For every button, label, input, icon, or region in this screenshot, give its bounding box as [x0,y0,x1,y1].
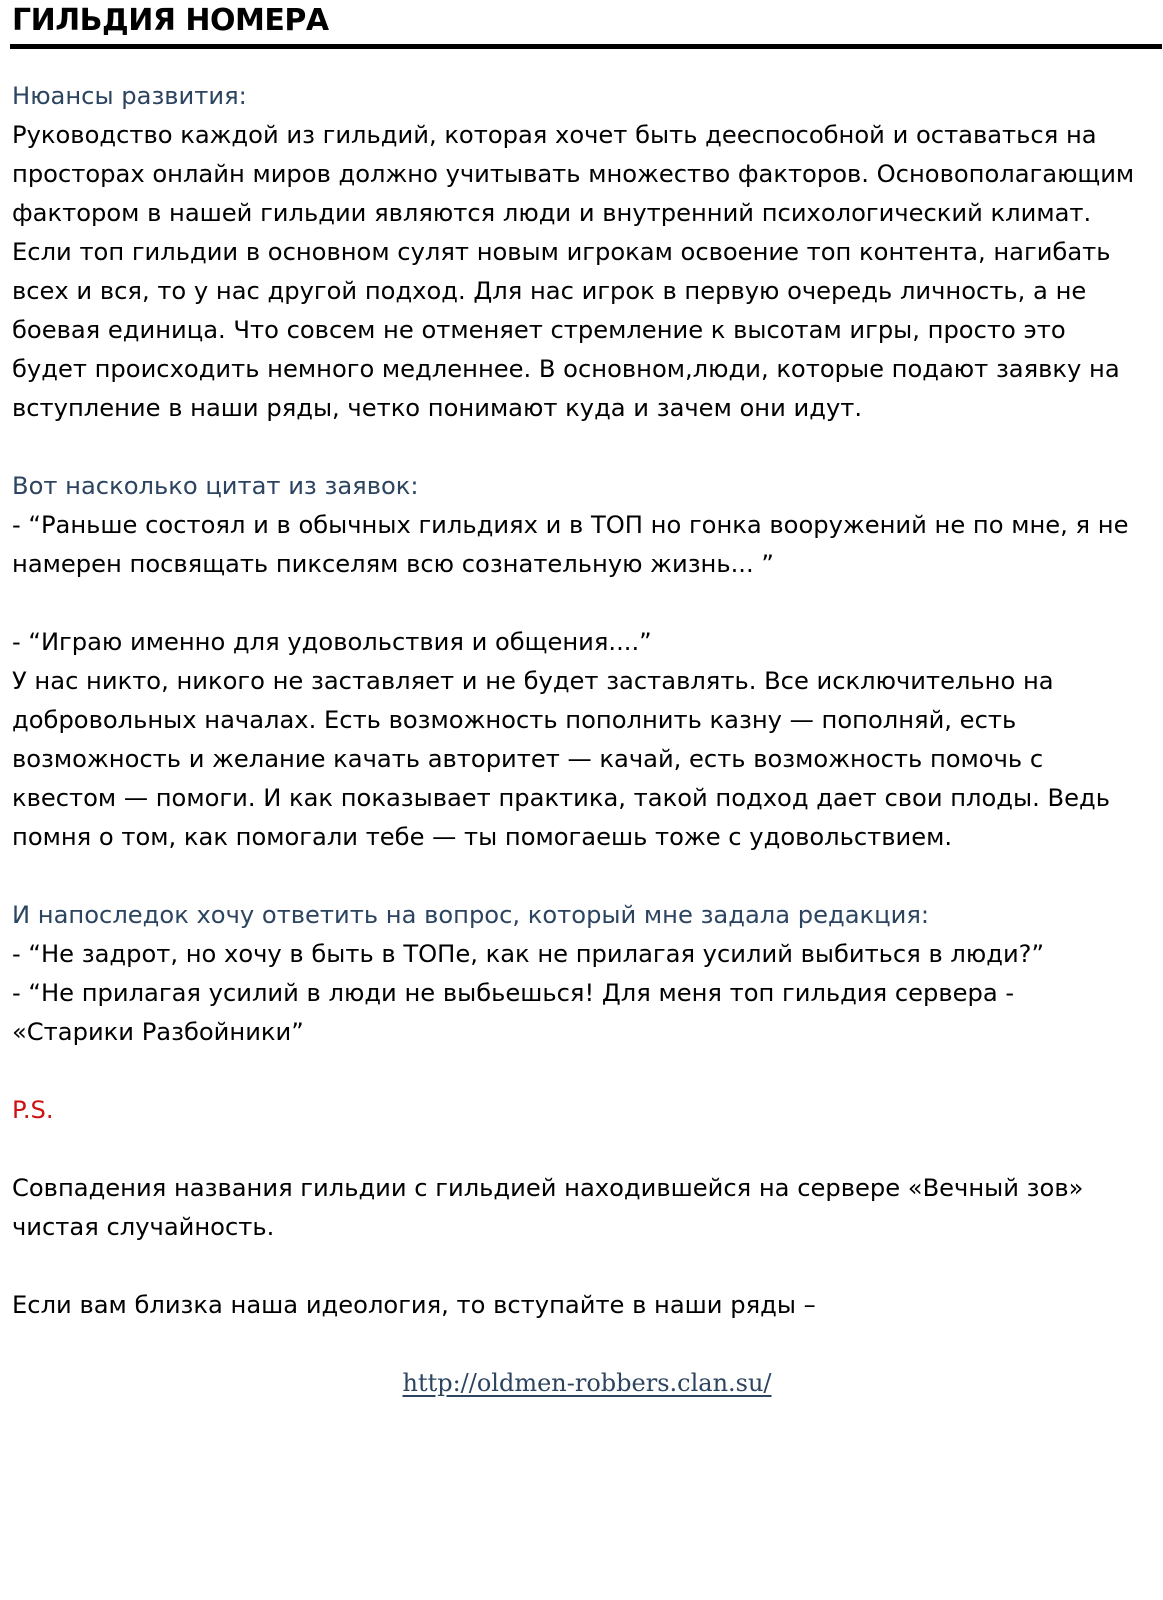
quote-2: - “Играю именно для удовольствия и общения....” [12,628,652,656]
link-container [12,1364,1142,1403]
spacer [12,1325,1142,1364]
section-heading-question: И напоследок хочу ответить на вопрос, который мне задала редакция: [12,901,930,929]
spacer [12,428,1142,467]
page-header [10,2,1150,49]
section-body-development: Руководство каждой из гильдий, которая хочет быть дееспособной и оставаться на просторах онлайн миров должно учитывать множество факторов. Основополагающим фактором в нашей гильдии являются люди и внутренний психологический климат. Если топ гильдии в основном сулят новым игрокам освоение топ контента, нагибать всех и вся, то у нас другой подход. Для нас игрок в первую очередь личность, а не боевая единица. Что совсем не отменяет стремление к высотам игры, просто это будет происходить немного медленнее. В основном,люди, которые подают заявку на вступление в наши ряды, четко понимают куда и зачем они идут. [12,121,1135,422]
quote-1: - “Раньше состоял и в обычных гильдиях и в ТОП но гонка вооружений не по мне, я не намерен посвящать пикселям всю сознательную жизнь... ” [12,511,1129,578]
editor-question: - “Не задрот, но хочу в быть в ТОПе, как не прилагая усилий выбиться в люди?” [12,940,1045,968]
author-answer: - “Не прилагая усилий в люди не выбьешься! Для меня топ гильдия сервера - «Старики Разбойники” [12,979,1015,1046]
spacer [12,1052,1142,1091]
spacer [12,857,1142,896]
section-heading-quotes: Вот насколько цитат из заявок: [12,472,419,500]
section-heading-development: Нюансы развития: [12,82,247,110]
ps-coincidence-text: Совпадения названия гильдии с гильдией находившейся на сервере «Вечный зов» чистая случайность. [12,1174,1084,1241]
article-body [12,77,1142,1403]
page-title: ГИЛЬДИЯ НОМЕРА [12,3,329,38]
spacer [12,1130,1142,1169]
header-divider [10,44,1162,49]
ps-invite-text: Если вам близка наша идеология, то вступайте в наши ряды – [12,1291,816,1319]
spacer [12,1247,1142,1286]
ps-label: P.S. [12,1096,54,1124]
guild-site-link[interactable]: http://oldmen-robbers.clan.su/ [402,1369,772,1397]
spacer [12,584,1142,623]
section-body-voluntary: У нас никто, никого не заставляет и не будет заставлять. Все исключительно на добровольных началах. Есть возможность пополнить казну — пополняй, есть возможность и желание качать авторитет — качай, есть возможность помочь с квестом — помоги. И как показывает практика, такой подход дает свои плоды. Ведь помня о том, как помогали тебе — ты помогаешь тоже с удовольствием. [12,667,1110,851]
